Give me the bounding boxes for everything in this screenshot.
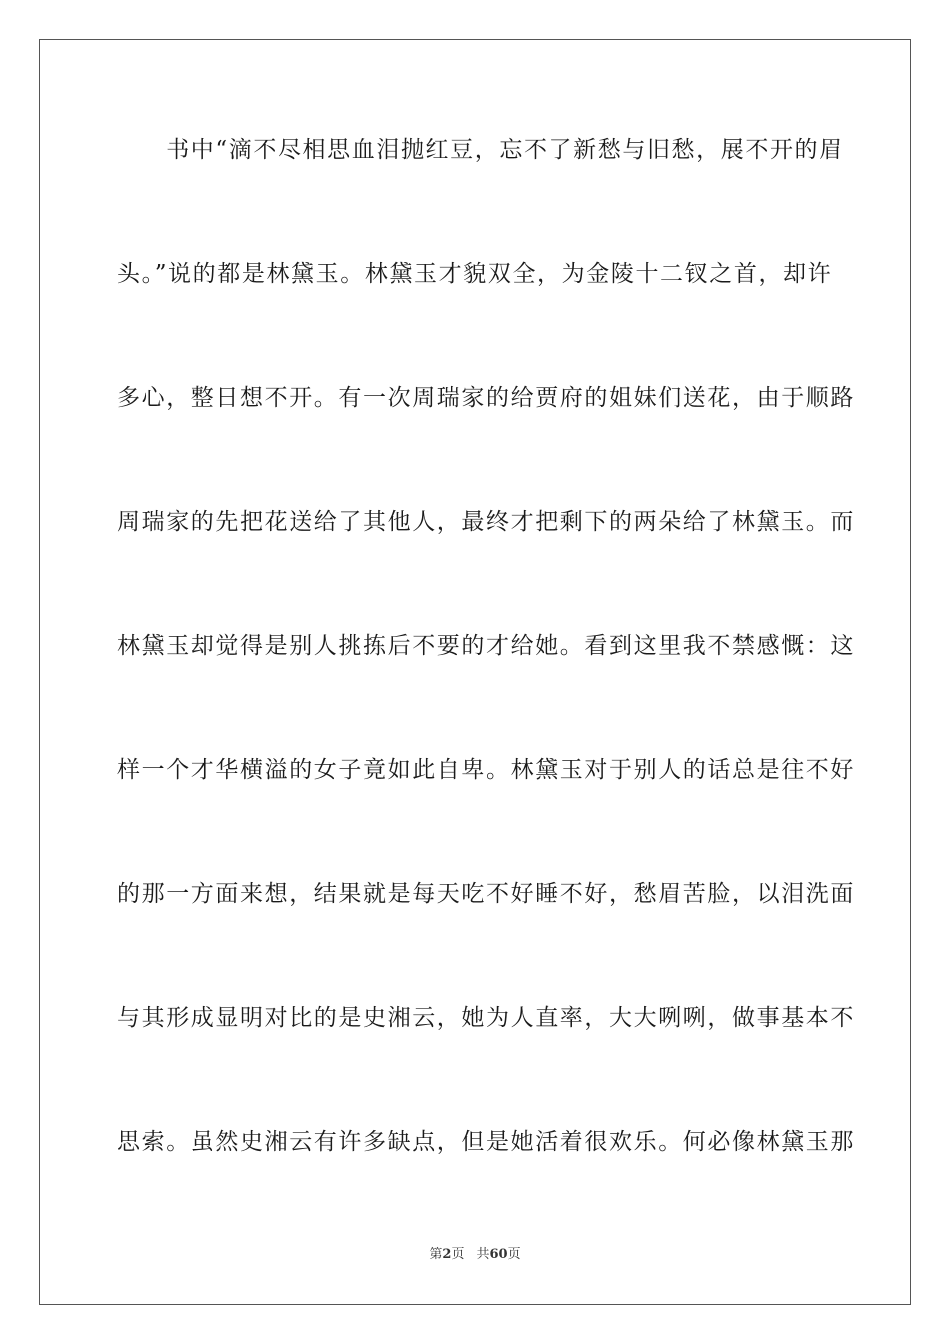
text-line: 与其形成显明对比的是史湘云，她为人直率，大大咧咧，做事基本不 [117, 1005, 855, 1031]
body-text [117, 122, 855, 1238]
text-line: 的那一方面来想，结果就是每天吃不好睡不好，愁眉苦脸，以泪洗面 [117, 881, 855, 907]
page-suffix: 页 [451, 1247, 465, 1262]
text-line: 周瑞家的先把花送给了其他人，最终才把剩下的两朵给了林黛玉。而 [117, 509, 855, 535]
total-suffix: 页 [507, 1247, 521, 1262]
page-prefix: 第 [429, 1247, 443, 1262]
total-prefix: 共 [476, 1247, 490, 1262]
page-number: 2 [442, 1247, 452, 1262]
text-line: 样一个才华横溢的女子竟如此自卑。林黛玉对于别人的话总是往不好 [117, 757, 855, 783]
total-pages: 60 [489, 1247, 508, 1262]
text-line: 思索。虽然史湘云有许多缺点，但是她活着很欢乐。何必像林黛玉那 [117, 1129, 855, 1155]
text-line: 头。”说的都是林黛玉。林黛玉才貌双全，为金陵十二钗之首，却许 [117, 261, 833, 287]
page-footer [0, 1246, 950, 1264]
text-line: 书中“滴不尽相思血泪抛红豆，忘不了新愁与旧愁，展不开的眉 [117, 137, 844, 163]
text-line: 多心，整日想不开。有一次周瑞家的给贾府的姐妹们送花，由于顺路 [117, 385, 855, 411]
text-line: 林黛玉却觉得是别人挑拣后不要的才给她。看到这里我不禁感慨：这 [117, 633, 855, 659]
